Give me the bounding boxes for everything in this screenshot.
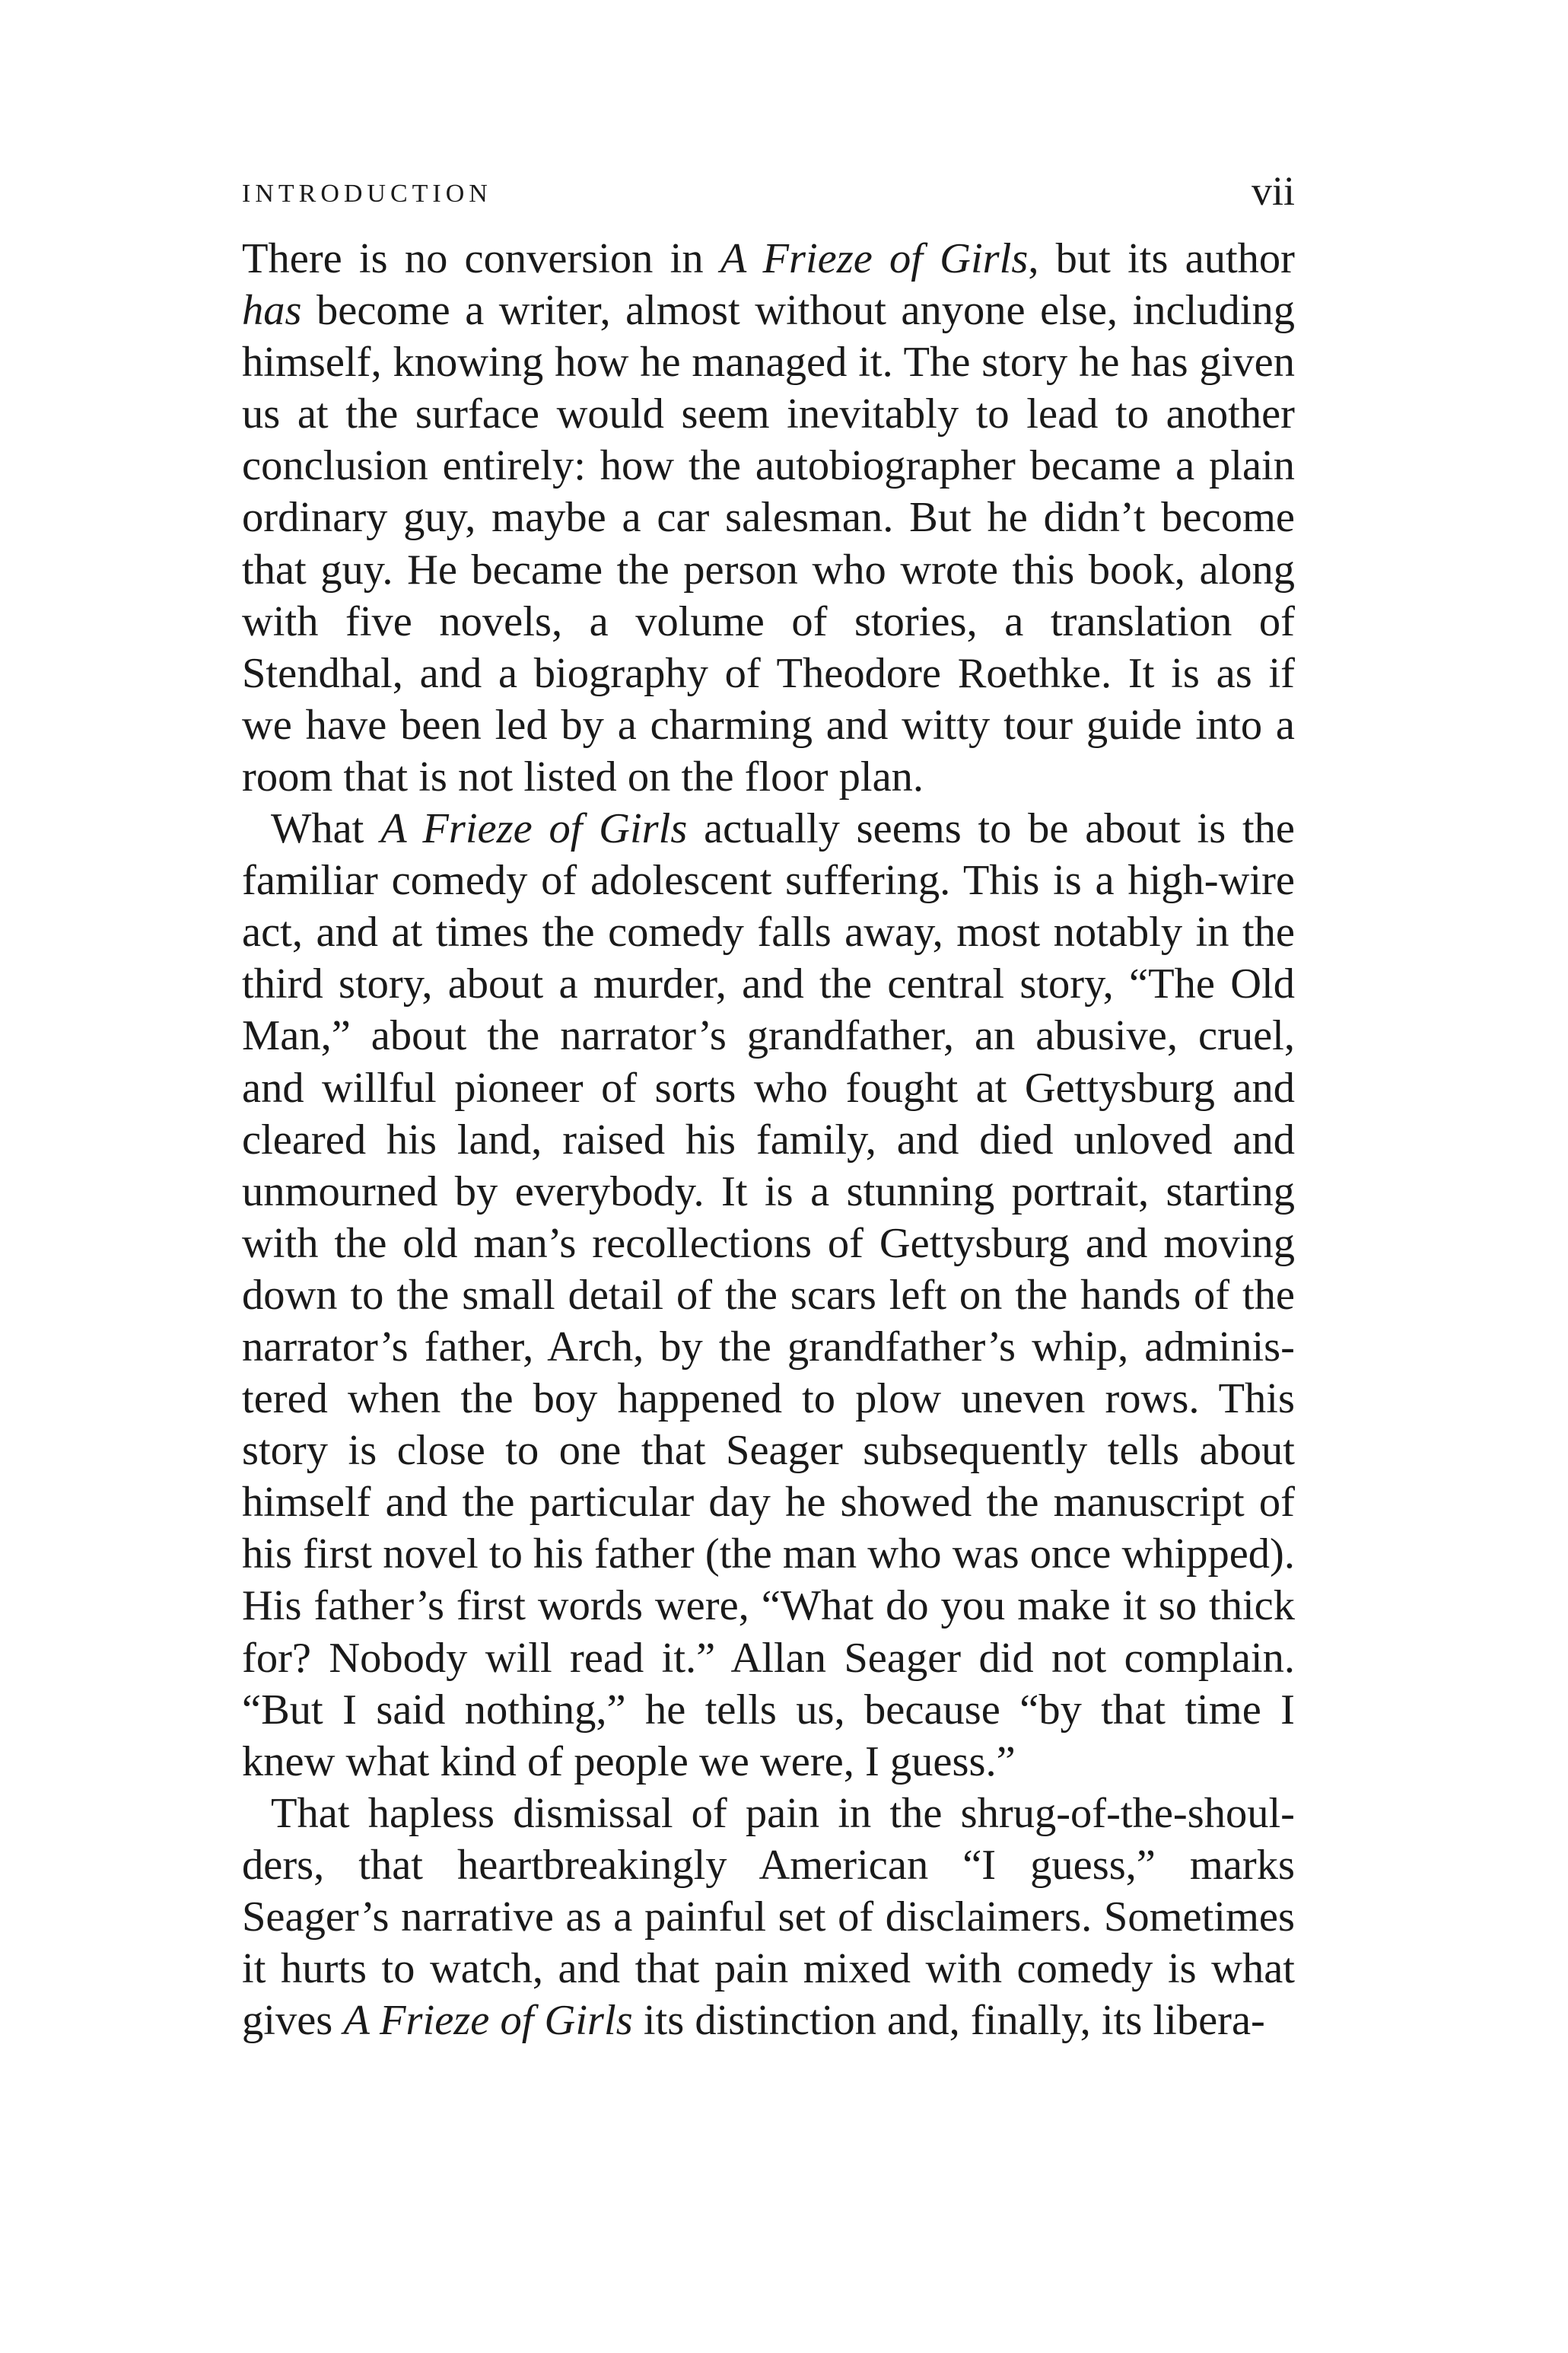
body-text: [242, 233, 1295, 2046]
paragraph-1-text: There is no conversion in: [242, 235, 720, 282]
book-title-italic: A Frieze of Girls: [343, 1997, 633, 2045]
running-head: [242, 168, 1295, 222]
book-title-italic: A Frieze of Girls: [720, 235, 1029, 282]
running-head-title: INTRODUCTION: [242, 180, 492, 208]
emphasis-italic: has: [242, 287, 302, 335]
paragraph-3-text: That hapless dismissal of pain in the shrug-of-the-shoulders, that heartbreakingly American “I guess,” marks Seager’s narrative as a painful set of disclaimers. Sometimes it hurts to watch, and that pain mixed with comedy is what gives: [242, 1789, 1295, 2045]
paragraph-1-text: become a writer, almost without anyone else, including himself, knowing how he managed it. The story he has given us at the surface would seem inevitably to lead to another conclusion entirely: how the autobiographer became a plain ordinary guy, maybe a car salesman. But he didn’t become that guy. He became the person who wrote this book, along with five novels, a volume of stories, a translation of Stendhal, and a biography of Theodore Roethke. It is as if we have been led by a charming and witty tour guide into a room that is not listed on the floor plan.: [242, 287, 1295, 801]
paragraph-1: [242, 233, 1295, 803]
paragraph-2-text: actually seems to be about is the familiar comedy of adolescent suffering. This is a high-wire act, and at times the comedy falls away, most notably in the third story, about a murder, and the central story, “The Old Man,” about the narrator’s grandfather, an abusive, cruel, and willful pioneer of sorts who fought at Gettysburg and cleared his land, raised his family, and died unloved and unmourned by everybody. It is a stunning portrait, starting with the old man’s recollections of Gettysburg and moving down to the small detail of the scars left on the hands of the narrator’s father, Arch, by the grandfather’s whip, administered when the boy happened to plow uneven rows. This story is close to one that Seager subsequently tells about himself and the particular day he showed the manuscript of his first novel to his father (the man who was once whipped). His father’s first words were, “What do you make it so thick for? Nobody will read it.” Allan Seager did not complain. “But I said nothing,” he tells us, because “by that time I knew what kind of people we were, I guess.”: [242, 805, 1295, 1785]
paragraph-2: [242, 803, 1295, 1788]
paragraph-2-text: What: [271, 805, 381, 853]
paragraph-3-text: its distinction and, finally, its libera-: [632, 1997, 1265, 2045]
book-title-italic: A Frieze of Girls: [380, 805, 688, 853]
paragraph-3: [242, 1788, 1295, 2046]
paragraph-1-text: , but its author: [1028, 235, 1295, 282]
page-number: vii: [1251, 168, 1295, 214]
